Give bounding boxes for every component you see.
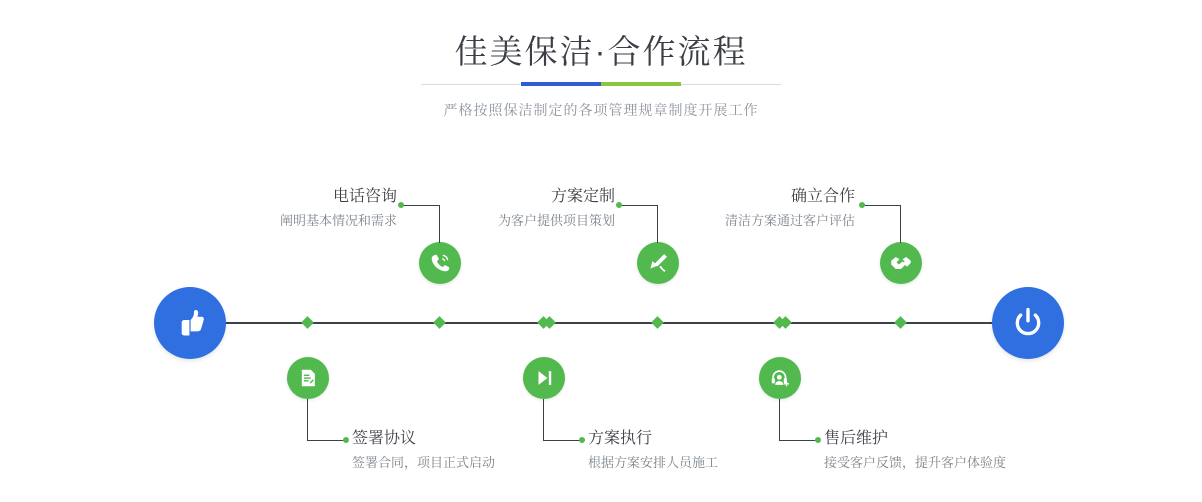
connector-dot-6 <box>815 437 821 443</box>
step-title-1: 电话咨询 <box>332 188 397 205</box>
connector-dot-4 <box>579 437 585 443</box>
timeline-axis <box>160 322 1050 324</box>
step-node-2 <box>287 357 329 399</box>
step-label-2 <box>352 428 495 473</box>
connector-dot-3 <box>616 202 622 208</box>
thumbs-up-icon <box>171 304 209 342</box>
page-subtitle: 严格按照保洁制定的各项管理规章制度开展工作 <box>443 102 759 118</box>
step-desc-4: 根据方案安排人员施工 <box>588 455 719 470</box>
connector-vertical-5 <box>900 205 901 243</box>
document-edit-icon <box>297 367 319 389</box>
connector-horizontal-6 <box>779 440 817 441</box>
connector-horizontal-2 <box>307 440 345 441</box>
step-node-1 <box>419 242 461 284</box>
pen-ruler-icon <box>647 252 669 274</box>
step-title-2: 签署协议 <box>352 430 417 447</box>
diagram-header <box>0 30 1202 120</box>
step-desc-3: 为客户提供项目策划 <box>497 213 615 228</box>
step-desc-1: 阐明基本情况和需求 <box>279 213 397 228</box>
connector-vertical-1 <box>439 205 440 243</box>
step-title-3: 方案定制 <box>550 188 615 205</box>
power-icon <box>1010 305 1046 341</box>
connector-horizontal-4 <box>543 440 581 441</box>
phone-call-icon <box>429 252 451 274</box>
step-label-1 <box>252 186 397 231</box>
timeline-end-endpoint <box>992 287 1064 359</box>
divider-accent-blue <box>521 82 601 86</box>
step-label-6 <box>824 428 1006 473</box>
timeline-start-endpoint <box>154 287 226 359</box>
axis-marker-2 <box>301 316 314 329</box>
axis-marker-5 <box>894 316 907 329</box>
connector-horizontal-3 <box>619 205 658 206</box>
connector-vertical-3 <box>657 205 658 243</box>
title-divider <box>421 80 781 90</box>
headset-support-icon <box>769 367 791 389</box>
step-node-4 <box>523 357 565 399</box>
step-label-3 <box>460 186 615 231</box>
connector-vertical-6 <box>779 399 780 440</box>
step-node-6 <box>759 357 801 399</box>
connector-horizontal-5 <box>862 205 901 206</box>
step-desc-2: 签署合同，项目正式启动 <box>352 455 496 470</box>
connector-dot-5 <box>859 202 865 208</box>
step-desc-6: 接受客户反馈，提升客户体验度 <box>824 455 1007 470</box>
page-title: 佳美保洁·合作流程 <box>454 33 748 70</box>
step-title-4: 方案执行 <box>588 430 653 447</box>
connector-horizontal-1 <box>401 205 440 206</box>
step-title-5: 确立合作 <box>790 188 855 205</box>
axis-marker-3 <box>651 316 664 329</box>
connector-dot-2 <box>343 437 349 443</box>
play-skip-icon <box>533 367 555 389</box>
step-desc-5: 清洁方案通过客户评估 <box>724 213 855 228</box>
step-node-5 <box>880 242 922 284</box>
step-label-4 <box>588 428 718 473</box>
connector-vertical-2 <box>307 399 308 440</box>
axis-marker-1 <box>433 316 446 329</box>
step-title-6: 售后维护 <box>824 430 889 447</box>
step-label-5 <box>700 186 855 231</box>
handshake-icon <box>889 251 913 275</box>
step-node-3 <box>637 242 679 284</box>
connector-dot-1 <box>398 202 404 208</box>
divider-accent-green <box>601 82 681 86</box>
connector-vertical-4 <box>543 399 544 440</box>
